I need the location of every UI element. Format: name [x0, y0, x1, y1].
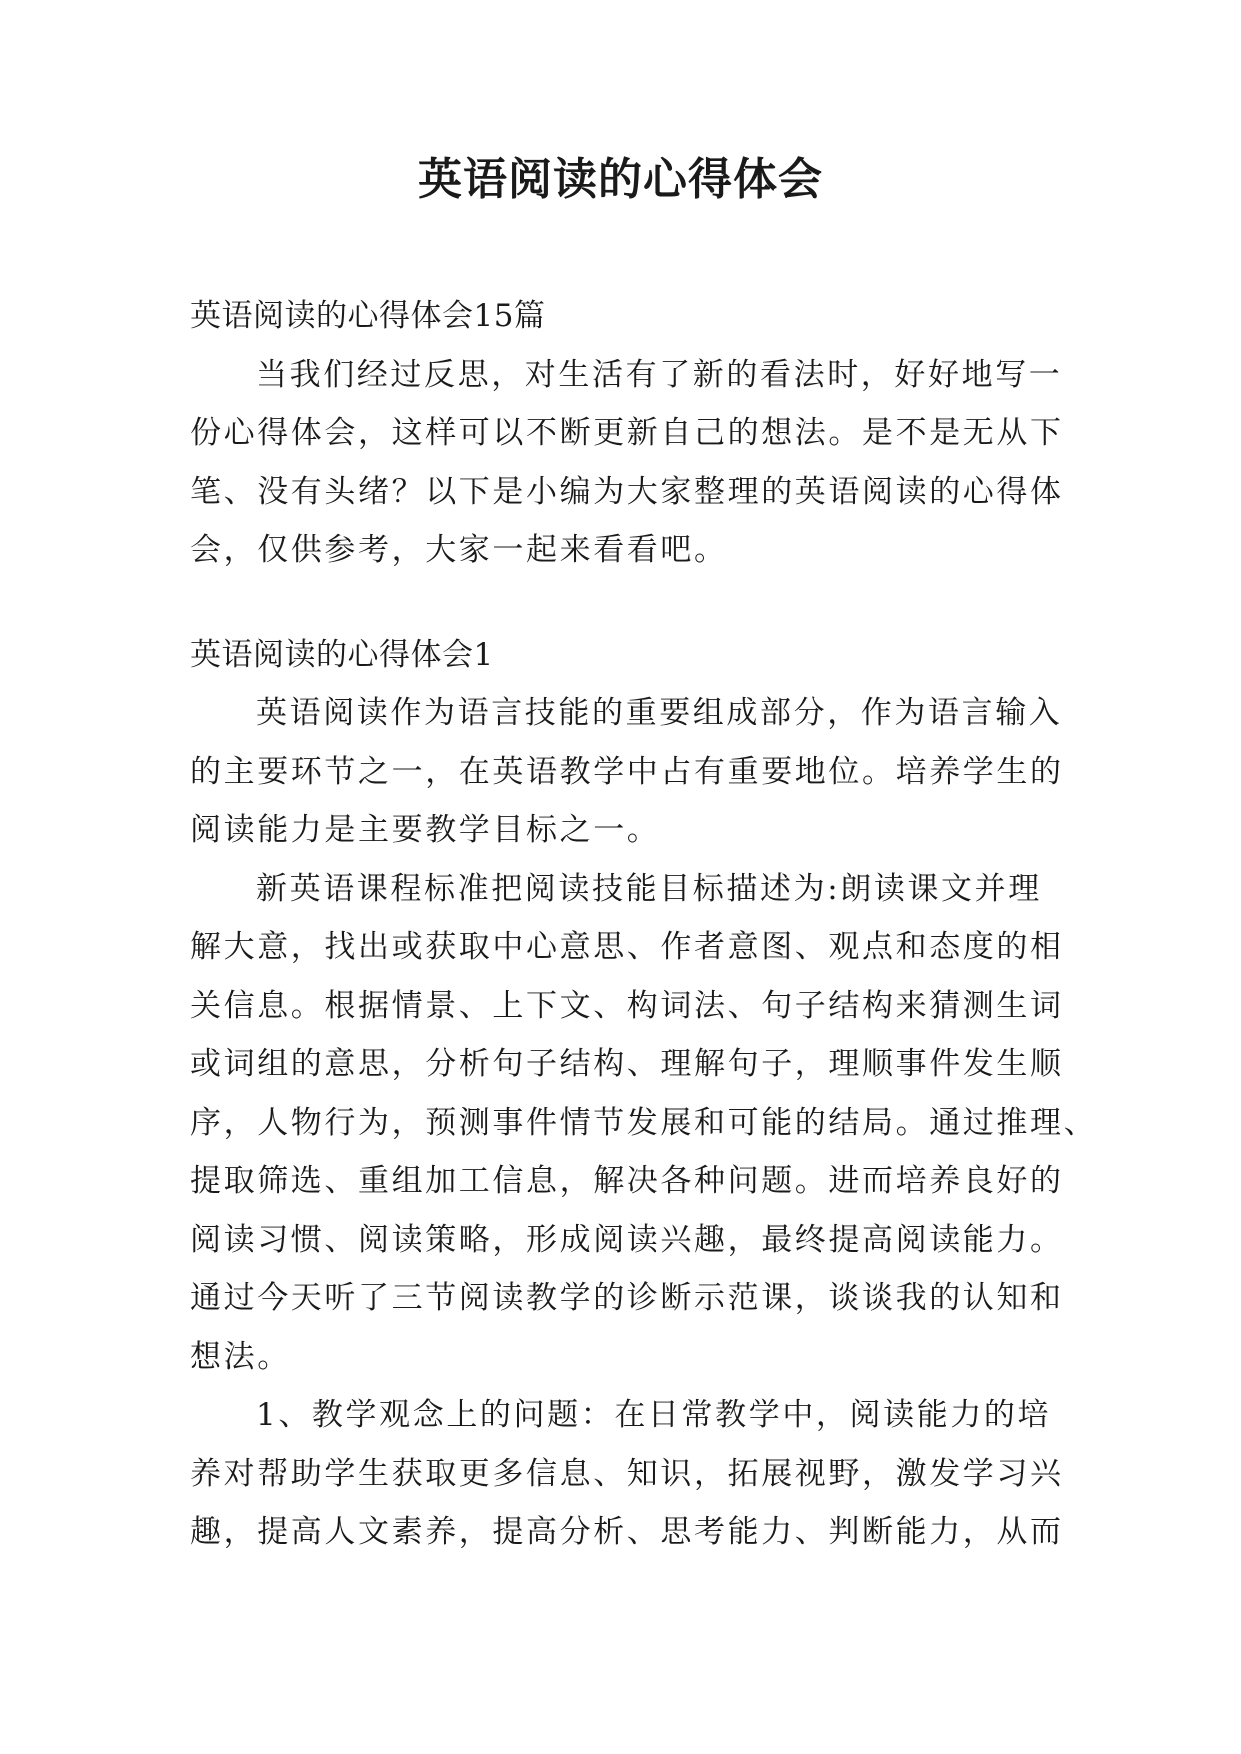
section-heading: 英语阅读的心得体会1	[190, 636, 494, 673]
paragraph-line: 份心得体会，这样可以不断更新自己的想法。是不是无从下	[190, 415, 1064, 451]
paragraph-line: 通过今天听了三节阅读教学的诊断示范课，谈谈我的认知和	[190, 1280, 1064, 1316]
document-title: 英语阅读的心得体会	[418, 154, 823, 205]
intro-paragraph	[190, 346, 1064, 580]
paragraph-line: 1、教学观念上的问题：在日常教学中，阅读能力的培	[256, 1397, 1052, 1433]
paragraph-line: 笔、没有头绪？以下是小编为大家整理的英语阅读的心得体	[190, 473, 1064, 510]
paragraph-line: 想法。	[190, 1338, 291, 1375]
paragraph-line: 阅读能力是主要教学目标之一。	[190, 812, 661, 848]
paragraph-line: 阅读习惯、阅读策略，形成阅读兴趣，最终提高阅读能力。	[190, 1221, 1064, 1258]
paragraph-line: 当我们经过反思，对生活有了新的看法时，好好地写一	[256, 356, 1063, 393]
paragraph-1	[190, 684, 1064, 860]
paragraph-line: 解大意，找出或获取中心意思、作者意图、观点和态度的相	[190, 929, 1064, 965]
paragraph-line: 提取筛选、重组加工信息，解决各种问题。进而培养良好的	[190, 1163, 1064, 1199]
paragraph-line: 或词组的意思，分析句子结构、理解句子，理顺事件发生顺	[190, 1046, 1064, 1082]
section-spacer	[190, 580, 1060, 626]
document-body	[190, 287, 1098, 1562]
paragraph-line: 关信息。根据情景、上下文、构词法、句子结构来猜测生词	[190, 987, 1064, 1024]
paragraph-line: 新英语课程标准把阅读技能目标描述为:朗读课文并理	[256, 870, 1042, 907]
paragraph-2	[190, 860, 1098, 1387]
paragraph-line: 会，仅供参考，大家一起来看看吧。	[190, 532, 728, 568]
paragraph-3	[190, 1386, 1064, 1562]
paragraph-line: 序，人物行为，预测事件情节发展和可能的结局。通过推理、	[190, 1104, 1098, 1141]
paragraph-line: 养对帮助学生获取更多信息、知识，拓展视野，激发学习兴	[190, 1455, 1064, 1492]
document-subtitle: 英语阅读的心得体会15篇	[190, 298, 546, 334]
paragraph-line: 的主要环节之一，在英语教学中占有重要地位。培养学生的	[190, 753, 1064, 790]
paragraph-line: 趣，提高人文素养，提高分析、思考能力、判断能力，从而	[190, 1514, 1064, 1550]
paragraph-line: 英语阅读作为语言技能的重要组成部分，作为语言输入	[256, 695, 1063, 731]
